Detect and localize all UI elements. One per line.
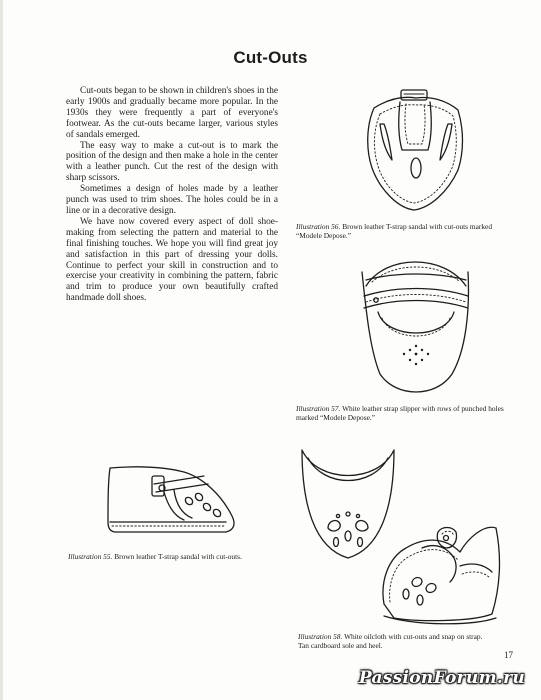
body-text	[66, 86, 278, 304]
paragraph: The easy way to make a cut-out is to mark the position of the design and then make a hole in the center with a leather punch. Cut the rest of the design with sharp scissors.	[66, 140, 278, 184]
illustration-56-caption	[296, 222, 510, 240]
illustration-55-caption	[68, 552, 288, 561]
paragraph: Sometimes a design of holes made by a leather punch was used to trim shoes. The holes could be in a line or in a decorative design.	[66, 184, 278, 216]
watermark-text: PassionForum.ru	[358, 668, 525, 688]
page-title: Cut-Outs	[233, 48, 308, 67]
illustration-55-drawing	[104, 462, 244, 542]
paragraph: We have now covered every aspect of doll shoe-making from selecting the pattern and material to the final finishing touches. We hope you will find great joy and satisfaction in this part of dressing your dolls. Continue to perfect your skill in construction and to exercise your creativity in combining the pattern, fabric and trim to produce your own beautifully crafted handmade doll shoes.	[66, 216, 278, 304]
illustration-57-label: Illustration 57.	[296, 404, 341, 413]
illustration-55-text: Brown leather T-strap sandal with cut-outs.	[112, 552, 242, 561]
illustration-58-text: White oilcloth with cut-outs and snap on strap. Tan cardboard sole and heel.	[298, 632, 483, 650]
illustration-57-caption	[296, 404, 506, 422]
illustration-58-shoe-drawing	[376, 518, 504, 630]
illustration-57-drawing	[356, 250, 476, 402]
illustration-56-drawing	[360, 80, 470, 215]
illustration-56-label: Illustration 56.	[296, 222, 341, 231]
illustration-57-text: White leather strap slipper with rows of punched holes marked “Modele Depose.”	[296, 404, 504, 422]
page-number: 17	[504, 650, 513, 660]
paragraph: Cut-outs began to be shown in children's shoes in the early 1900s and gradually became more popular. In the 1930s they were frequently a part of everyone's footwear. As the cut-outs became larger, various styles of sandals emerged.	[66, 86, 278, 140]
illustration-56-text: Brown leather T-strap sandal with cut-outs marked “Modele Depose.”	[296, 222, 493, 240]
illustration-55-label: Illustration 55.	[68, 552, 113, 561]
illustration-58-label: Illustration 58.	[298, 632, 343, 641]
illustration-58-caption	[298, 632, 494, 650]
